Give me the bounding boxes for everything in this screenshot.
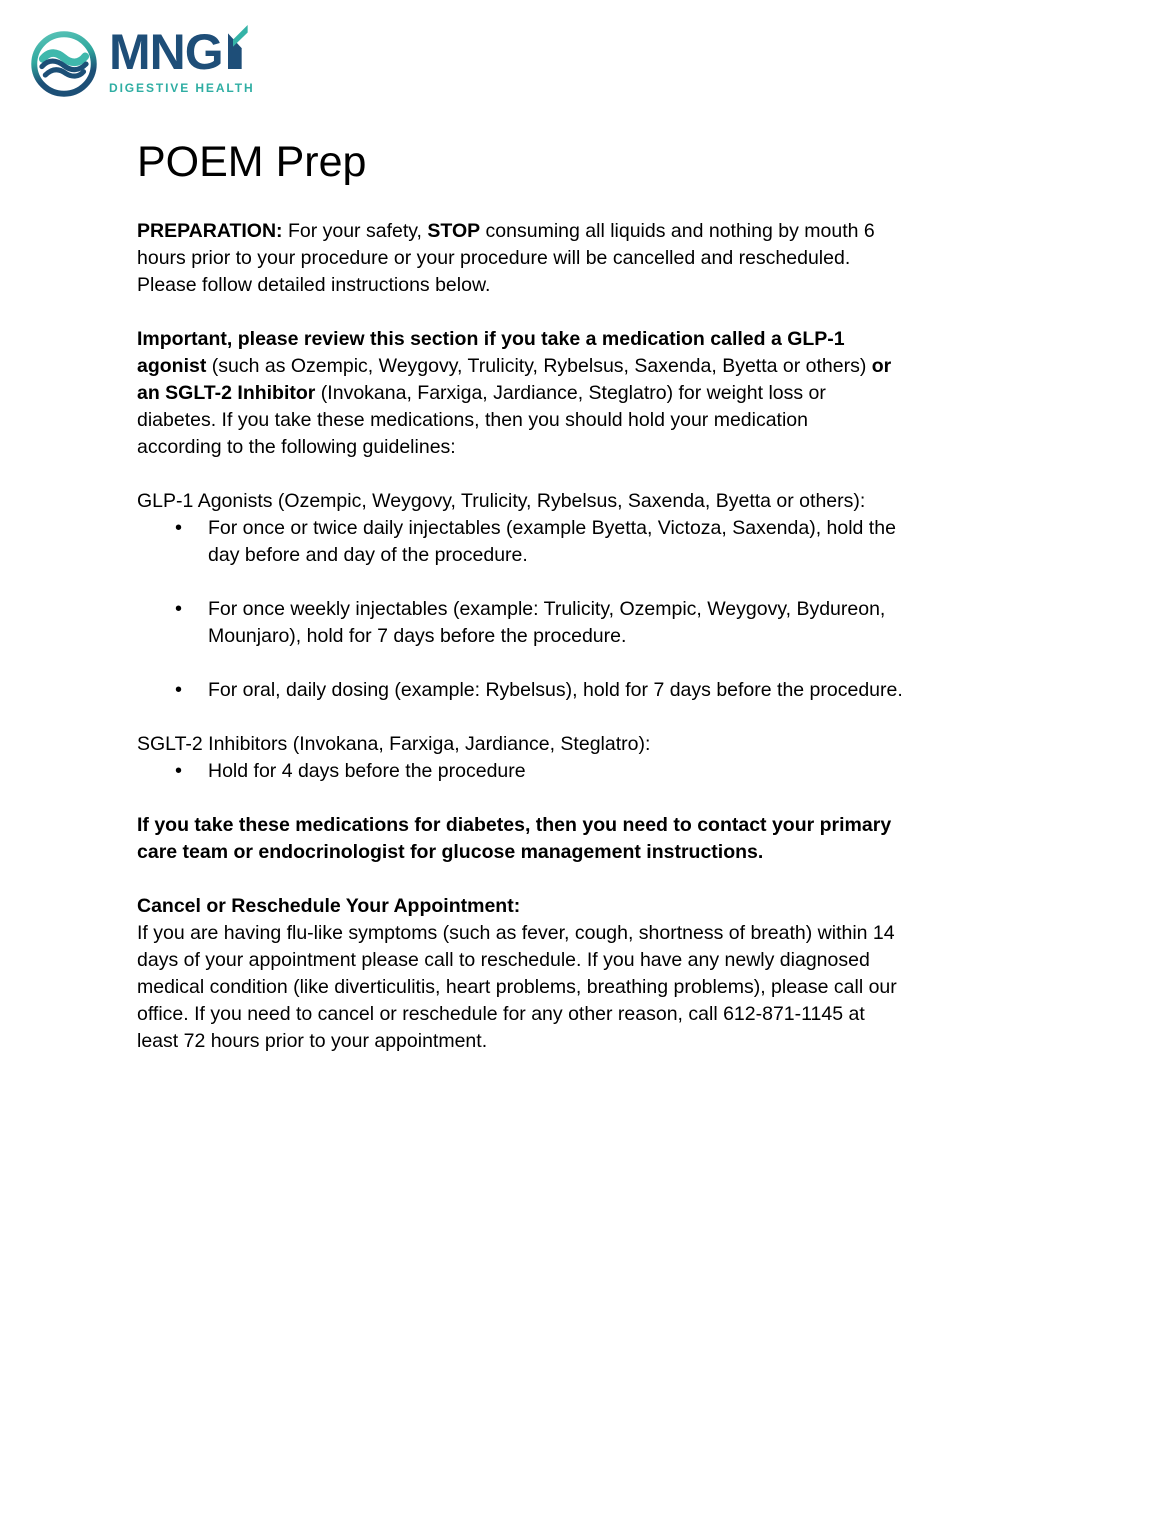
- important-glp1-paragraph: Important, please review this section if you take a medication called a GLP-1 agonist (such as Ozempic, Weygovy, Trulicity, Rybelsus, Saxenda, Byetta or others) or an SGLT-2 Inhibitor (Invokana, Farxiga, Jardiance, Steglatro) for weight loss or diabetes. If you take these medications, then you should hold your medication according to the following guidelines:: [137, 328, 892, 458]
- mngi-waves-icon: [30, 30, 98, 98]
- glp1-bullet-weekly-injectables: • For once weekly injectables (example: Trulicity, Ozempic, Weygovy, Bydureon, Mounjaro), hold for 7 days before the procedure.: [208, 596, 1057, 650]
- brand-wordmark: [109, 24, 242, 80]
- sglt2-inhibitors-heading: SGLT-2 Inhibitors (Invokana, Farxiga, Jardiance, Steglatro):: [137, 733, 651, 755]
- brand-letter-i: [228, 33, 242, 69]
- brand-tagline: DIGESTIVE HEALTH: [109, 81, 255, 95]
- glp1-agonists-heading: GLP-1 Agonists (Ozempic, Weygovy, Trulicity, Rybelsus, Saxenda, Byetta or others):: [137, 490, 866, 512]
- brand-text-block: [109, 24, 255, 98]
- letter-i-teal-accent: [233, 25, 248, 47]
- sglt2-bullet-list: [137, 758, 1057, 785]
- glp1-bullet-oral-dosing: • For oral, daily dosing (example: Rybelsus), hold for 7 days before the procedure.: [208, 677, 1057, 704]
- page-title: POEM Prep: [137, 138, 367, 186]
- mngi-logo: [30, 24, 255, 98]
- glp1-bullet-list: [137, 515, 1057, 704]
- brand-letters-mng: MNG: [109, 24, 223, 80]
- preparation-paragraph: PREPARATION: For your safety, STOP consuming all liquids and nothing by mouth 6 hours prior to your procedure or your procedure will be cancelled and rescheduled. Please follow detailed instructions below.: [137, 220, 875, 296]
- glp1-bullet-daily-injectables: • For once or twice daily injectables (example Byetta, Victoza, Saxenda), hold the day before and day of the procedure.: [208, 515, 1057, 569]
- sglt2-bullet-hold: • Hold for 4 days before the procedure: [208, 758, 1057, 785]
- diabetes-contact-note: If you take these medications for diabetes, then you need to contact your primary care team or endocrinologist for glucose management instructions.: [137, 814, 892, 863]
- document-content: [137, 138, 1057, 1082]
- cancel-reschedule-paragraph: Cancel or Reschedule Your Appointment: If you are having flu-like symptoms (such as fever, cough, shortness of breath) within 14 days of your appointment please call to reschedule. If you have any newly diagnosed medical condition (like diverticulitis, heart problems, breathing problems), please call our office. If you need to cancel or reschedule for any other reason, call 612-871-1145 at least 72 hours prior to your appointment.: [137, 895, 897, 1052]
